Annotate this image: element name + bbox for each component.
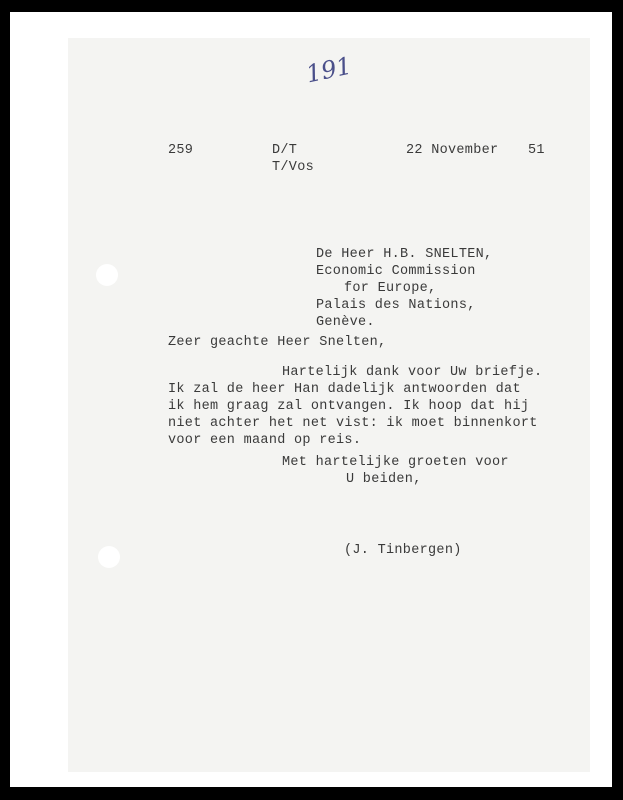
address-line-1: De Heer H.B. SNELTEN, [316, 247, 493, 262]
address-line-4: Palais des Nations, [316, 298, 476, 313]
letter-date: 22 November [406, 143, 499, 158]
signature: (J. Tinbergen) [344, 543, 462, 558]
address-line-2: Economic Commission [316, 264, 476, 279]
body-line-1: Hartelijk dank voor Uw briefje. [282, 365, 543, 380]
closing-line-1: Met hartelijke groeten voor [282, 455, 509, 470]
letter-year: 51 [528, 143, 545, 158]
body-line-2: Ik zal de heer Han dadelijk antwoorden dat [168, 382, 521, 397]
reference-line-2: T/Vos [272, 160, 315, 175]
salutation: Zeer geachte Heer Snelten, [168, 335, 387, 350]
address-line-3: for Europe, [344, 281, 437, 296]
punch-hole-top [96, 264, 118, 286]
handwritten-annotation: 191 [303, 51, 355, 89]
body-line-5: voor een maand op reis. [168, 433, 362, 448]
body-line-4: niet achter het net vist: ik moet binnenkort [168, 416, 538, 431]
letter-number: 259 [168, 143, 194, 158]
address-line-5: Genève. [316, 315, 375, 330]
body-line-3: ik hem graag zal ontvangen. Ik hoop dat hij [168, 399, 530, 414]
reference-line-1: D/T [272, 143, 298, 158]
punch-hole-bottom [98, 546, 120, 568]
closing-line-2: U beiden, [346, 472, 422, 487]
